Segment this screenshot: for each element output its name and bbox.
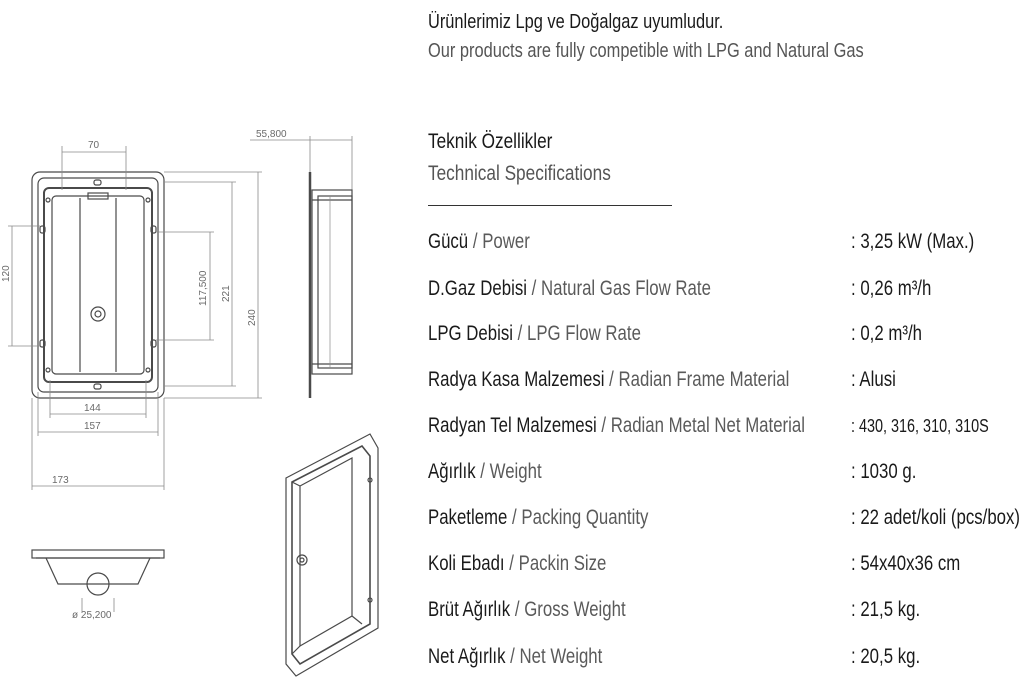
intro-block (428, 8, 959, 66)
spec-separator: / (510, 645, 515, 668)
dim-117-500: 117,500 (198, 270, 209, 306)
spec-label-english: Radian Frame Material (618, 368, 790, 391)
spec-label-english: LPG Flow Rate (527, 322, 641, 345)
spec-label-turkish: Ağırlık (428, 460, 476, 483)
dim-144: 144 (84, 403, 101, 414)
front-frame (44, 188, 152, 382)
spec-value: : 22 adet/koli (pcs/box) (851, 506, 1021, 529)
spec-label (428, 595, 626, 625)
spec-separator: / (517, 322, 523, 345)
spec-separator: / (531, 277, 537, 300)
spec-label (428, 319, 641, 349)
dim-pipe-diameter: ø 25,200 (72, 610, 112, 621)
specs-heading-english: Technical Specifications (428, 162, 611, 185)
spec-label-turkish: Paketleme (428, 506, 508, 529)
spec-row-weight (428, 457, 1024, 487)
spec-row-net-weight (428, 642, 1024, 672)
specs-heading (428, 126, 651, 190)
spec-label-turkish: Radyan Tel Malzemesi (428, 414, 597, 437)
spec-label-english: Natural Gas Flow Rate (540, 277, 711, 300)
spec-value: : 21,5 kg. (851, 598, 921, 621)
spec-value: : 20,5 kg. (851, 645, 921, 668)
spec-value: : 0,2 m³/h (851, 322, 922, 345)
dim-240: 240 (247, 309, 258, 326)
spec-label-turkish: LPG Debisi (428, 322, 513, 345)
spec-label-turkish: Koli Ebadı (428, 552, 505, 575)
spec-row-net-material (428, 411, 1024, 441)
side-view (310, 172, 352, 398)
spec-label (428, 503, 648, 533)
spec-label-turkish: Radya Kasa Malzemesi (428, 368, 605, 391)
spec-label-turkish: Brüt Ağırlık (428, 598, 511, 621)
bottom-view (32, 550, 164, 612)
spec-separator: / (480, 460, 485, 483)
spec-label (428, 457, 542, 487)
spec-value: : 1030 g. (851, 460, 917, 483)
spec-value: : 54x40x36 cm (851, 552, 961, 575)
spec-row-frame-material (428, 365, 1024, 395)
spec-label-english: Weight (489, 460, 542, 483)
technical-drawing (0, 0, 400, 681)
spec-label-english: Packin Size (518, 552, 607, 575)
spec-row-packing-quantity (428, 503, 1024, 533)
spec-label (428, 411, 805, 441)
dim-55-800: 55,800 (256, 129, 287, 140)
spec-separator: / (609, 368, 614, 391)
spec-row-gross-weight (428, 595, 1024, 625)
spec-row-power (428, 227, 1024, 257)
dim-120: 120 (1, 265, 12, 282)
spec-label-english: Power (482, 230, 530, 253)
intro-turkish: Ürünlerimiz Lpg ve Doğalgaz uyumludur. (428, 11, 724, 33)
spec-label-turkish: D.Gaz Debisi (428, 277, 527, 300)
spec-label (428, 365, 789, 395)
spec-label-english: Gross Weight (524, 598, 626, 621)
front-body (52, 196, 144, 374)
heading-divider (428, 205, 672, 206)
spec-separator: / (514, 598, 520, 621)
spec-label (428, 274, 711, 304)
spec-label-english: Net Weight (519, 645, 603, 668)
specs-heading-turkish: Teknik Özellikler (428, 130, 553, 153)
spec-label-english: Radian Metal Net Material (610, 414, 805, 437)
dim-221: 221 (221, 285, 232, 302)
spec-row-natural-gas-flow (428, 274, 1024, 304)
spec-label (428, 549, 606, 579)
spec-label (428, 642, 602, 672)
spec-separator: / (512, 506, 517, 529)
spec-separator: / (601, 414, 607, 437)
spec-value: : 3,25 kW (Max.) (851, 230, 975, 253)
spec-label (428, 227, 530, 257)
spec-label-english: Packing Quantity (521, 506, 649, 529)
spec-value: : 430, 316, 310, 310S (851, 416, 989, 436)
front-pipe-port (91, 307, 105, 321)
dim-173: 173 (52, 475, 69, 486)
spec-row-packing-size (428, 549, 1024, 579)
dim-70: 70 (88, 140, 100, 151)
intro-english: Our products are fully competible with LPG and Natural Gas (428, 40, 864, 62)
spec-separator: / (509, 552, 514, 575)
spec-value: : Alusi (851, 368, 896, 391)
isometric-view (286, 434, 378, 676)
front-inner-flange (38, 178, 158, 392)
spec-label-turkish: Gücü (428, 230, 469, 253)
spec-separator: / (472, 230, 478, 253)
dim-157: 157 (84, 421, 101, 432)
spec-row-lpg-flow (428, 319, 1024, 349)
spec-label-turkish: Net Ağırlık (428, 645, 506, 668)
spec-value: : 0,26 m³/h (851, 277, 932, 300)
